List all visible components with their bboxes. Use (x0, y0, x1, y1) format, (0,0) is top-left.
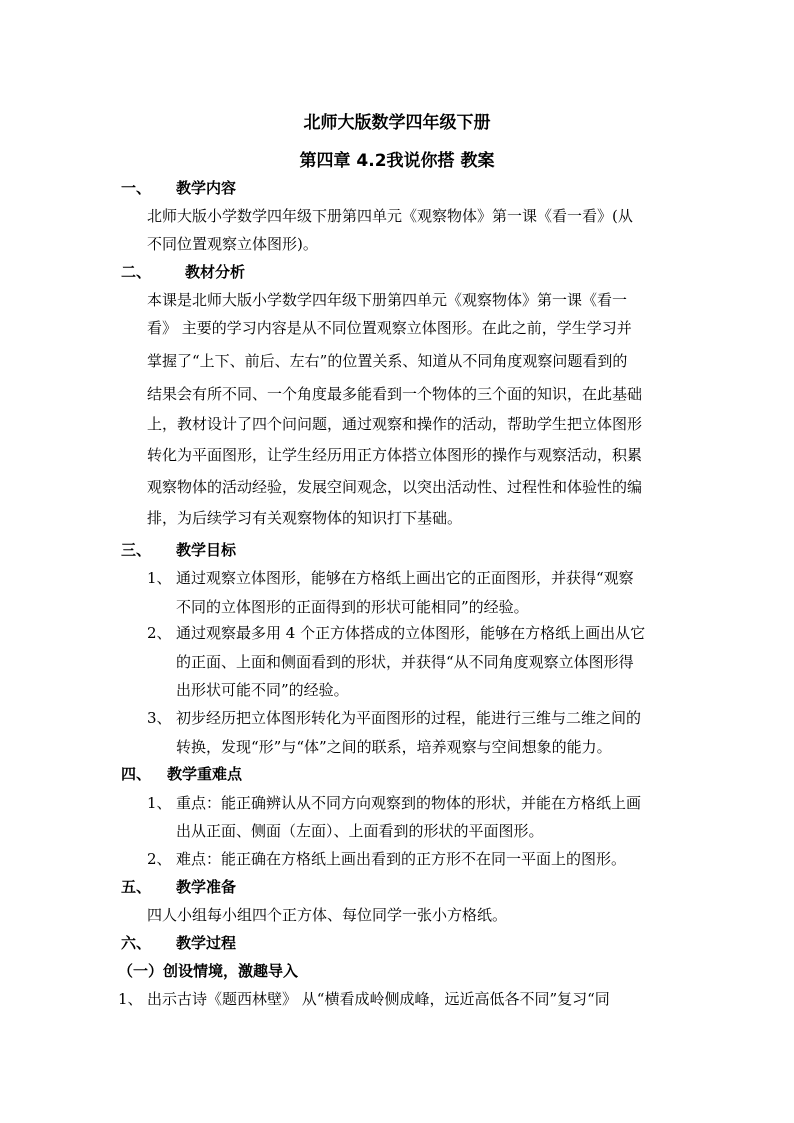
objective-line: 通过观察最多用 4 个正方体搭成的立体图形，能够在方格纸上画出从它 (176, 624, 646, 642)
objective-line: 初步经历把立体图形转化为平面图形的过程，能进行三维与二维之间的 (176, 709, 642, 727)
section-2-line: 转化为平面图形，让学生经历用正方体搭立体图形的操作与观察活动，积累 (147, 446, 643, 464)
section-2-line: 观察物体的活动经验，发展空间观念，以突出活动性、过程性和体验性的编 (147, 478, 643, 496)
process-line: 出示古诗《题西林壁》 从“横看成岭侧成峰，远近高低各不同”复习“同 (147, 990, 610, 1008)
objective-item (147, 623, 645, 643)
section-5-heading (121, 877, 236, 897)
key-point-item (147, 793, 641, 813)
section-6-number: 六、 (121, 934, 152, 952)
section-5-line: 四人小组每小组四个正方体、每位同学一张小方格纸。 (147, 906, 508, 924)
key-point-number: 2、 (147, 850, 172, 868)
section-2-heading (121, 262, 245, 282)
objective-line: 不同的立体图形的正面得到的形状可能相同”的经验。 (176, 598, 529, 616)
section-1-title: 教学内容 (176, 179, 237, 197)
objective-item (147, 568, 634, 588)
section-3-number: 三、 (121, 541, 152, 559)
section-6-heading (121, 933, 236, 953)
section-6-subheading: （一）创设情境，激趣导入 (118, 962, 299, 980)
key-point-line: 难点：能正确在方格纸上画出看到的正方形不在同一平面上的图形。 (176, 850, 627, 868)
document-title: 北师大版数学四年级下册 (303, 113, 491, 133)
section-3-title: 教学目标 (176, 541, 237, 559)
key-point-line: 重点：能正确辨认从不同方向观察到的物体的形状，并能在方格纸上画 (176, 794, 642, 812)
section-4-number: 四、 (121, 765, 152, 783)
section-2-title: 教材分析 (185, 263, 246, 281)
section-2-number: 二、 (121, 263, 152, 281)
key-point-number: 1、 (147, 794, 172, 812)
section-1-line: 北师大版小学数学四年级下册第四单元《观察物体》第一课《看一看》(从 (147, 207, 633, 225)
section-2-line: 结果会有所不同、一个角度最多能看到一个物体的三个面的知识，在此基础 (147, 385, 643, 403)
section-6-title: 教学过程 (176, 934, 237, 952)
document-subtitle: 第四章 4.2我说你搭 教案 (299, 151, 495, 171)
objective-line: 通过观察立体图形，能够在方格纸上画出它的正面图形，并获得“观察 (176, 569, 634, 587)
section-1-number: 一、 (121, 179, 152, 197)
section-2-line: 看》 主要的学习内容是从不同位置观察立体图形。在此之前，学生学习并 (147, 319, 632, 337)
section-5-number: 五、 (121, 878, 152, 896)
section-1-heading (121, 178, 236, 198)
section-1-line: 不同位置观察立体图形)。 (147, 235, 318, 253)
section-3-heading (121, 540, 236, 560)
section-2-line: 掌握了“上下、前后、左右”的位置关系、知道从不同角度观察问题看到的 (147, 352, 628, 370)
objective-line: 的正面、上面和侧面看到的形状，并获得“从不同角度观察立体图形得 (176, 653, 634, 671)
objective-number: 2、 (147, 624, 172, 642)
process-number: 1、 (118, 990, 143, 1008)
section-5-title: 教学准备 (176, 878, 237, 896)
objective-item (147, 708, 641, 728)
objective-number: 3、 (147, 709, 172, 727)
section-2-line: 排，为后续学习有关观察物体的知识打下基础。 (147, 509, 463, 527)
objective-line: 转换，发现“形”与“体”之间的联系，培养观察与空间想象的能力。 (176, 738, 612, 756)
section-2-line: 上，教材设计了四个问问题，通过观察和操作的活动，帮助学生把立体图形 (147, 415, 643, 433)
key-point-item (147, 849, 626, 869)
objective-number: 1、 (147, 569, 172, 587)
section-4-title: 教学重难点 (167, 765, 243, 783)
process-item (118, 989, 610, 1009)
section-2-line: 本课是北师大版小学数学四年级下册第四单元《观察物体》第一课《看一 (147, 291, 628, 309)
key-point-line: 出从正面、侧面（左面）、上面看到的形状的平面图形。 (176, 822, 544, 840)
objective-line: 出形状可能不同”的经验。 (176, 681, 349, 699)
section-4-heading (121, 764, 242, 784)
